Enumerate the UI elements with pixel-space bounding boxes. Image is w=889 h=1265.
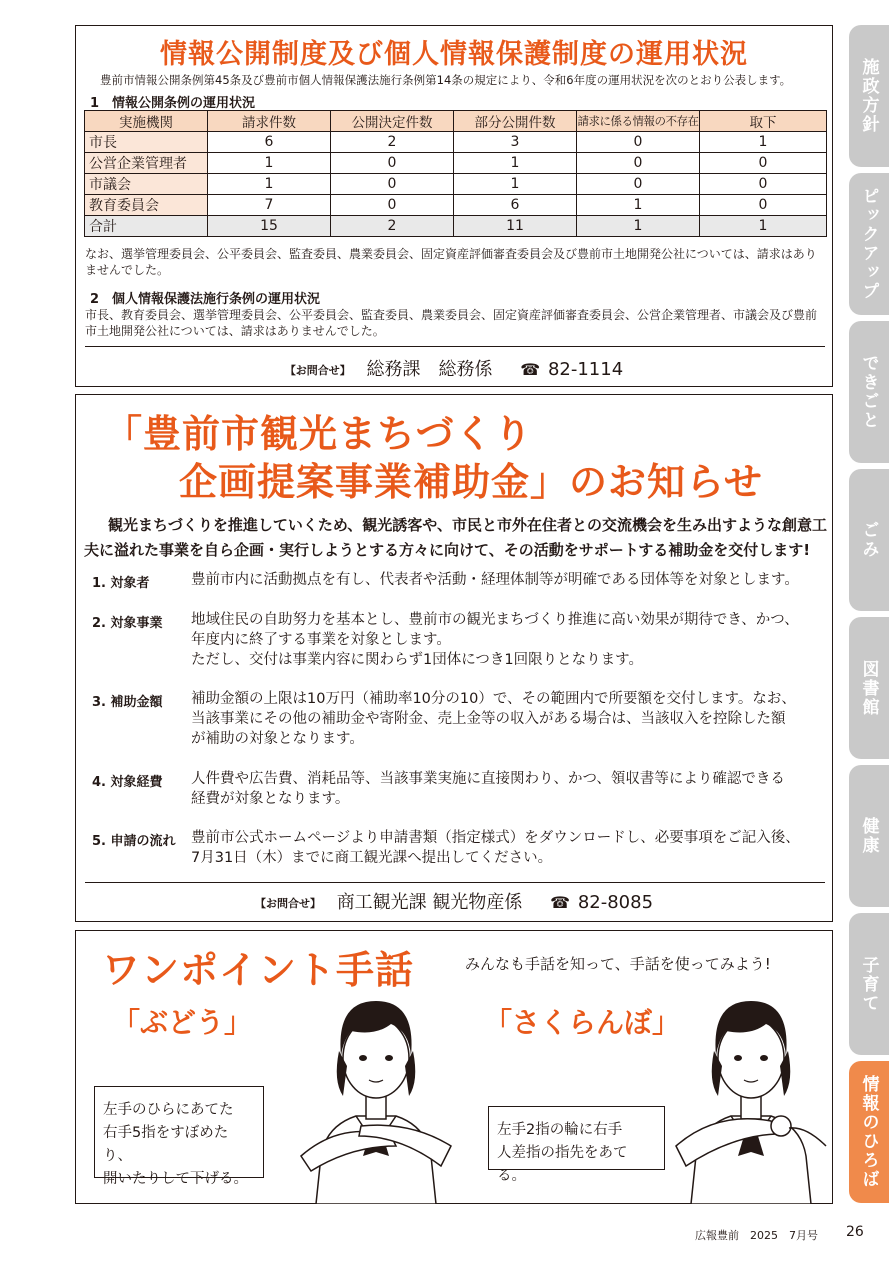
table-cell: 教育委員会 [85, 195, 208, 216]
caption-line: 開いたりして下げる。 [103, 1171, 248, 1187]
item-text [191, 769, 831, 809]
table-cell: 1 [700, 132, 827, 153]
table-cell: 1 [577, 195, 700, 216]
signing-girl-illustration [671, 996, 831, 1204]
item-line: 当該事業にその他の補助金や寄附金、売上金等の収入がある場合は、当該収入を控除した額 [191, 711, 786, 727]
item-text [191, 610, 831, 670]
table-row [85, 195, 827, 216]
publication-footer: 広報豊前 2025 7月号 [695, 1229, 818, 1242]
table-cell: 15 [208, 216, 331, 237]
item-label: 5. 申請の流れ [92, 834, 176, 849]
table-cell: 6 [454, 195, 577, 216]
table-cell: 市長 [85, 132, 208, 153]
table-cell: 0 [700, 195, 827, 216]
inquiry-phone: 82-1114 [547, 359, 624, 380]
section2-inquiry [76, 888, 832, 914]
table-cell: 0 [331, 174, 454, 195]
inquiry-phone: 82-8085 [577, 892, 654, 913]
table-cell: 1 [577, 216, 700, 237]
table-cell: 1 [208, 153, 331, 174]
item-line: が補助の対象となります。 [191, 731, 364, 747]
item-line: 豊前市内に活動拠点を有し、代表者や活動・経理体制等が明確である団体等を対象とします。 [191, 572, 799, 588]
col-header: 請求件数 [208, 111, 331, 132]
table-cell: 0 [577, 153, 700, 174]
table-cell: 0 [700, 153, 827, 174]
section1-inquiry [76, 355, 832, 381]
phone-icon: ☎ [550, 893, 571, 912]
signing-girl-illustration [281, 996, 471, 1204]
table-cell: 合計 [85, 216, 208, 237]
item-line: 経費が対象となります。 [191, 791, 350, 807]
tab-events[interactable]: できごと [849, 321, 889, 463]
table-cell: 0 [331, 195, 454, 216]
tab-pickup[interactable]: ピックアップ [849, 173, 889, 315]
table-row [85, 132, 827, 153]
table-cell: 2 [331, 132, 454, 153]
disclosure-table [84, 110, 827, 237]
section1-title: 情報公開制度及び個人情報保護制度の運用状況 [160, 39, 748, 70]
table-total-row [85, 216, 827, 237]
sign-word-grape: 「ぶどう」 [112, 1006, 253, 1039]
table-cell: 0 [331, 153, 454, 174]
table-cell: 1 [700, 216, 827, 237]
section3-subtitle: みんなも手話を知って、手話を使ってみよう! [465, 955, 771, 973]
col-header: 公開決定件数 [331, 111, 454, 132]
caption-line: 人差指の指先をあてる。 [497, 1145, 628, 1184]
col-header: 実施機関 [85, 111, 208, 132]
inquiry-label: 【お問合せ】 [254, 897, 321, 910]
col-header: 取下 [700, 111, 827, 132]
item-label: 2. 対象事業 [92, 616, 163, 631]
table-cell: 2 [331, 216, 454, 237]
inquiry-label: 【お問合せ】 [284, 364, 351, 377]
table-cell: 6 [208, 132, 331, 153]
item-line: 7月31日（木）までに商工観光課へ提出してください。 [191, 850, 553, 866]
table-cell: 3 [454, 132, 577, 153]
table-cell: 11 [454, 216, 577, 237]
section2-intro [84, 513, 830, 563]
table-header-row [85, 111, 827, 132]
inquiry-dept: 総務課 総務係 [366, 359, 493, 380]
item-label: 3. 補助金額 [92, 695, 163, 710]
item-text [191, 570, 831, 590]
item-line: ただし、交付は事業内容に関わらず1団体につき1回限りとなります。 [191, 652, 643, 668]
table-cell: 1 [208, 174, 331, 195]
item-line: 人件費や広告費、消耗品等、当該事業実施に直接関わり、かつ、領収書等により確認できる [191, 771, 785, 787]
item-text [191, 828, 831, 868]
table-cell: 公営企業管理者 [85, 153, 208, 174]
section1-sub2: 2 個人情報保護法施行条例の運用状況 [90, 292, 321, 307]
info-disclosure-section [75, 25, 833, 387]
divider [85, 346, 825, 347]
section2-title-line1: 「豊前市観光まちづくり [104, 412, 533, 456]
section1-sub1: 1 情報公開条例の運用状況 [90, 96, 256, 111]
item-text [191, 689, 831, 749]
table-cell: 1 [454, 153, 577, 174]
section1-intro: 豊前市情報公開条例第45条及び豊前市個人情報保護法施行条例第14条の規定により、令和6年度の運用状況を次のとおり公表します。 [100, 73, 792, 87]
item-label: 4. 対象経費 [92, 775, 163, 790]
divider [85, 882, 825, 883]
sign-caption-cherry [488, 1106, 665, 1184]
tab-health[interactable]: 健康 [849, 765, 889, 907]
intro-line: 観光まちづくりを推進していくため、観光誘客や、市民と市外在住者との交流機会を生み出すような創意工 [108, 516, 827, 534]
item-line: 地域住民の自助努力を基本とし、豊前市の観光まちづくり推進に高い効果が期待でき、かつ、 [191, 612, 799, 628]
table-cell: 7 [208, 195, 331, 216]
tab-childcare[interactable]: 子育て [849, 913, 889, 1055]
section2-title-line2: 企画提案事業補助金」のお知らせ [179, 460, 763, 504]
tab-library[interactable]: 図書館 [849, 617, 889, 759]
tab-info-plaza[interactable]: 情報のひろば [849, 1061, 889, 1203]
item-line: 豊前市公式ホームページより申請書類（指定様式）をダウンロードし、必要事項をご記入後、 [191, 830, 800, 846]
sign-word-cherry: 「さくらんぼ」 [484, 1006, 681, 1039]
section3-title: ワンポイント手話 [102, 948, 415, 992]
sign-language-section [75, 930, 833, 1204]
table-cell: 0 [700, 174, 827, 195]
page-number: 26 [846, 1224, 864, 1240]
item-label: 1. 対象者 [92, 576, 150, 591]
phone-icon: ☎ [520, 360, 541, 379]
section1-note2: 市長、教育委員会、選挙管理委員会、公平委員会、監査委員、農業委員会、固定資産評価審査委員会、公営企業管理者、市議会及び豊前市土地開発公社については、請求はありませんでした。 [85, 308, 818, 338]
table-row [85, 174, 827, 195]
caption-line: 左手のひらにあてた [103, 1102, 234, 1118]
col-header: 請求に係る情報の不存在 [577, 111, 700, 132]
item-line: 補助金額の上限は10万円（補助率10分の10）で、その範囲内で所要額を交付します。なお、 [191, 691, 796, 707]
col-header: 部分公開件数 [454, 111, 577, 132]
inquiry-dept: 商工観光課 観光物産係 [336, 892, 523, 913]
item-line: 年度内に終了する事業を対象とします。 [191, 632, 451, 648]
table-cell: 市議会 [85, 174, 208, 195]
table-cell: 1 [454, 174, 577, 195]
sign-caption-grape [94, 1086, 264, 1187]
tab-garbage[interactable]: ごみ [849, 469, 889, 611]
intro-line: 夫に溢れた事業を自ら企画・実行しようとする方々に向けて、その活動をサポートする補助金を交付します! [84, 541, 811, 559]
table-cell: 0 [577, 174, 700, 195]
caption-line: 右手5指をすぼめたり、 [103, 1125, 229, 1164]
section1-note1: なお、選挙管理委員会、公平委員会、監査委員、農業委員会、固定資産評価審査委員会及び豊前市土地開発公社については、請求はありませんでした。 [85, 247, 817, 277]
table-row [85, 153, 827, 174]
table-cell: 0 [577, 132, 700, 153]
tourism-grant-section [75, 394, 833, 922]
caption-line: 左手2指の輪に右手 [497, 1122, 623, 1138]
tab-policy[interactable]: 施政方針 [849, 25, 889, 167]
